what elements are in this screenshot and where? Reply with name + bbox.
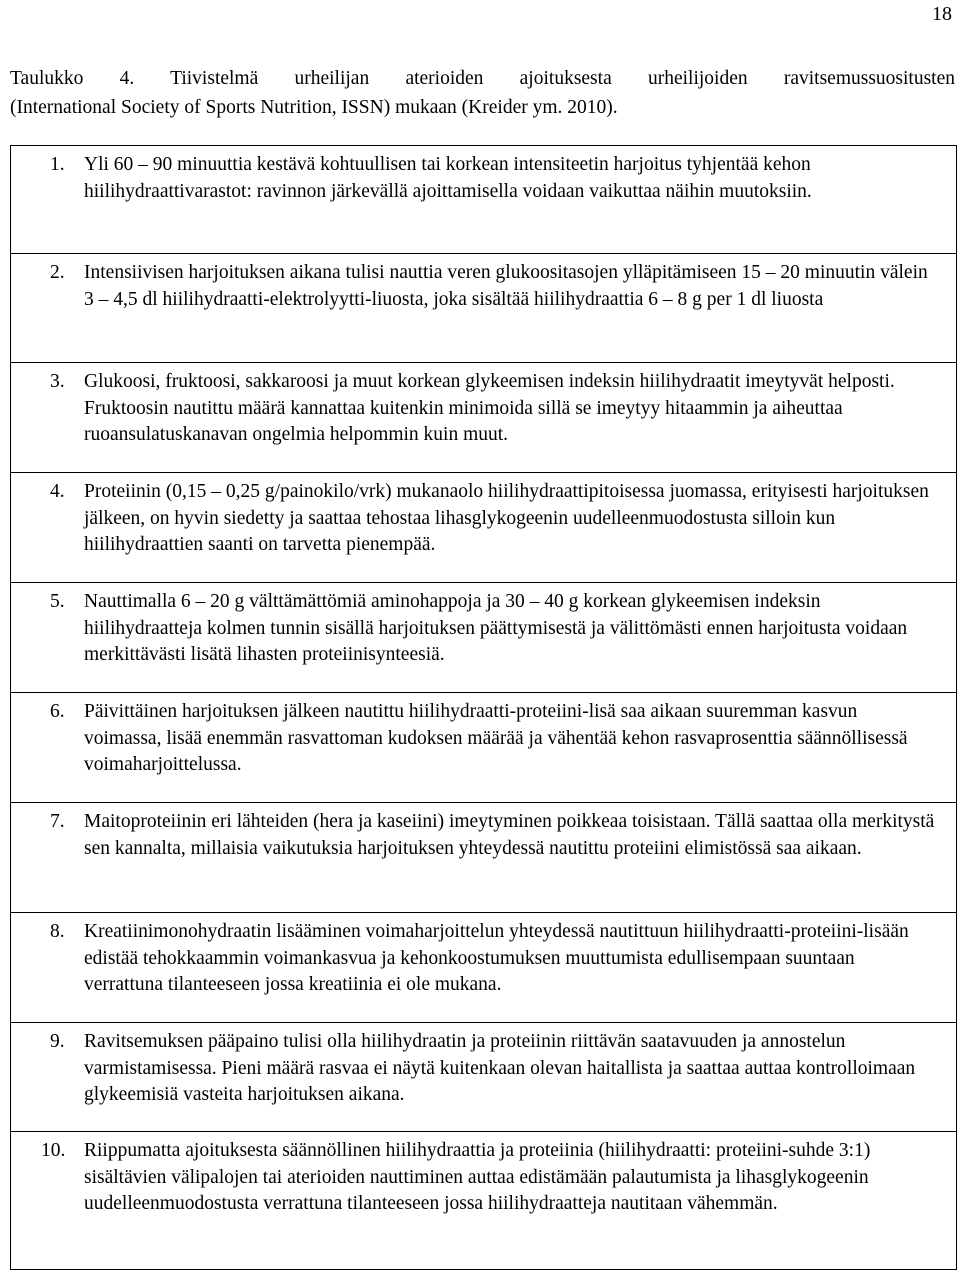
row-text: Riippumatta ajoituksesta säännöllinen hiilihydraattia ja proteiinia (hiilihydraatti: proteiini-suhde 3:1) sisältävien välipalojen tai aterioiden nauttiminen auttaa edistämään palautumista ja lihasglykogeenin uudelleenmuodostusta verrattuna tilanteeseen jossa hiilihydraatteja nautitaan vähemmän. xyxy=(84,1140,871,1214)
row-number: 5. xyxy=(50,591,65,612)
row-number: 7. xyxy=(50,811,65,832)
row-text: Päivittäinen harjoituksen jälkeen nautittu hiilihydraatti-proteiini-lisä saa aikaan suuremman kasvun voimassa, lisää enemmän rasvattoman kudoksen määrää ja vähentää kehon rasvaprosenttia säännöllisessä voimaharjoittelussa. xyxy=(84,701,908,775)
row-number: 3. xyxy=(50,371,65,392)
caption-line-2: (International Society of Sports Nutrition, ISSN) mukaan (Kreider ym. 2010). xyxy=(10,97,618,118)
row-number: 6. xyxy=(50,701,65,722)
table-row xyxy=(11,1022,956,1131)
row-text: Ravitsemuksen pääpaino tulisi olla hiilihydraatin ja proteiinin riittävän saatavuuden ja annostelun varmistamisessa. Pieni määrä rasvaa ei näytä kuitenkaan olevan haitallista ja saattaa auttaa kontrolloimaan glykeemisiä vasteita harjoituksen aikana. xyxy=(84,1031,916,1105)
table-row xyxy=(11,253,956,362)
row-text: Glukoosi, fruktoosi, sakkaroosi ja muut korkean glykeemisen indeksin hiilihydraatit imeytyvät helposti. Fruktoosin nautittu määrä kannattaa kuitenkin minimoida sillä se imeytyy hitaammin ja aiheuttaa ruoansulatuskanavan ongelmia helpommin kuin muut. xyxy=(84,371,895,445)
table-row xyxy=(11,472,956,582)
row-number: 1. xyxy=(50,154,65,175)
row-text: Nauttimalla 6 – 20 g välttämättömiä aminohappoja ja 30 – 40 g korkean glykeemisen indeksin hiilihydraatteja kolmen tunnin sisällä harjoituksen päättymisestä ja välittömästi ennen harjoitusta voidaan merkittävästi lisätä lihasten proteiinisynteesiä. xyxy=(84,591,908,665)
table-row xyxy=(11,802,956,912)
summary-table xyxy=(10,145,957,1270)
table-row xyxy=(11,912,956,1022)
row-text: Maitoproteiinin eri lähteiden (hera ja kaseiini) imeytyminen poikkeaa toisistaan. Tällä saattaa olla merkitystä sen kannalta, millaisia vaikutuksia harjoituksen yhteydessä nautittu proteiini elimistössä saa aikaan. xyxy=(84,811,935,859)
row-number: 2. xyxy=(50,262,65,283)
table-row xyxy=(11,692,956,802)
table-row xyxy=(11,145,956,253)
row-number: 8. xyxy=(50,921,65,942)
row-text: Kreatiinimonohydraatin lisääminen voimaharjoittelun yhteydessä nautittuun hiilihydraatti-proteiini-lisään edistää tehokkaammin voimankasvua ja kehonkoostumuksen muuttumista edullisempaan suuntaan verrattuna tilanteeseen jossa kreatiinia ei ole mukana. xyxy=(84,921,909,995)
row-number: 10. xyxy=(41,1140,66,1161)
page-number: 18 xyxy=(932,3,952,25)
table-caption xyxy=(10,64,955,122)
row-text: Yli 60 – 90 minuuttia kestävä kohtuullisen tai korkean intensiteetin harjoitus tyhjentää kehon hiilihydraattivarastot: ravinnon järkevällä ajoittamisella voidaan vaikuttaa näihin muutoksiin. xyxy=(84,154,812,202)
table-row xyxy=(11,582,956,692)
row-number: 4. xyxy=(50,481,65,502)
table-row xyxy=(11,362,956,472)
row-text: Intensiivisen harjoituksen aikana tulisi nauttia veren glukoositasojen ylläpitämiseen 15 – 20 minuutin välein 3 – 4,5 dl hiilihydraatti-elektrolyytti-liuosta, joka sisältää hiilihydraattia 6 – 8 g per 1 dl liuosta xyxy=(84,262,928,310)
caption-line-1: Taulukko 4. Tiivistelmä urheilijan aterioiden ajoituksesta urheilijoiden ravitsemussuositusten xyxy=(10,68,955,89)
row-number: 9. xyxy=(50,1031,65,1052)
row-text: Proteiinin (0,15 – 0,25 g/painokilo/vrk) mukanaolo hiilihydraattipitoisessa juomassa, erityisesti harjoituksen jälkeen, on hyvin siedetty ja saattaa tehostaa lihasglykogeenin uudelleenmuodostusta silloin kun hiilihydraattien saanti on tarvetta pienempää. xyxy=(84,481,929,555)
table-row xyxy=(11,1131,956,1269)
